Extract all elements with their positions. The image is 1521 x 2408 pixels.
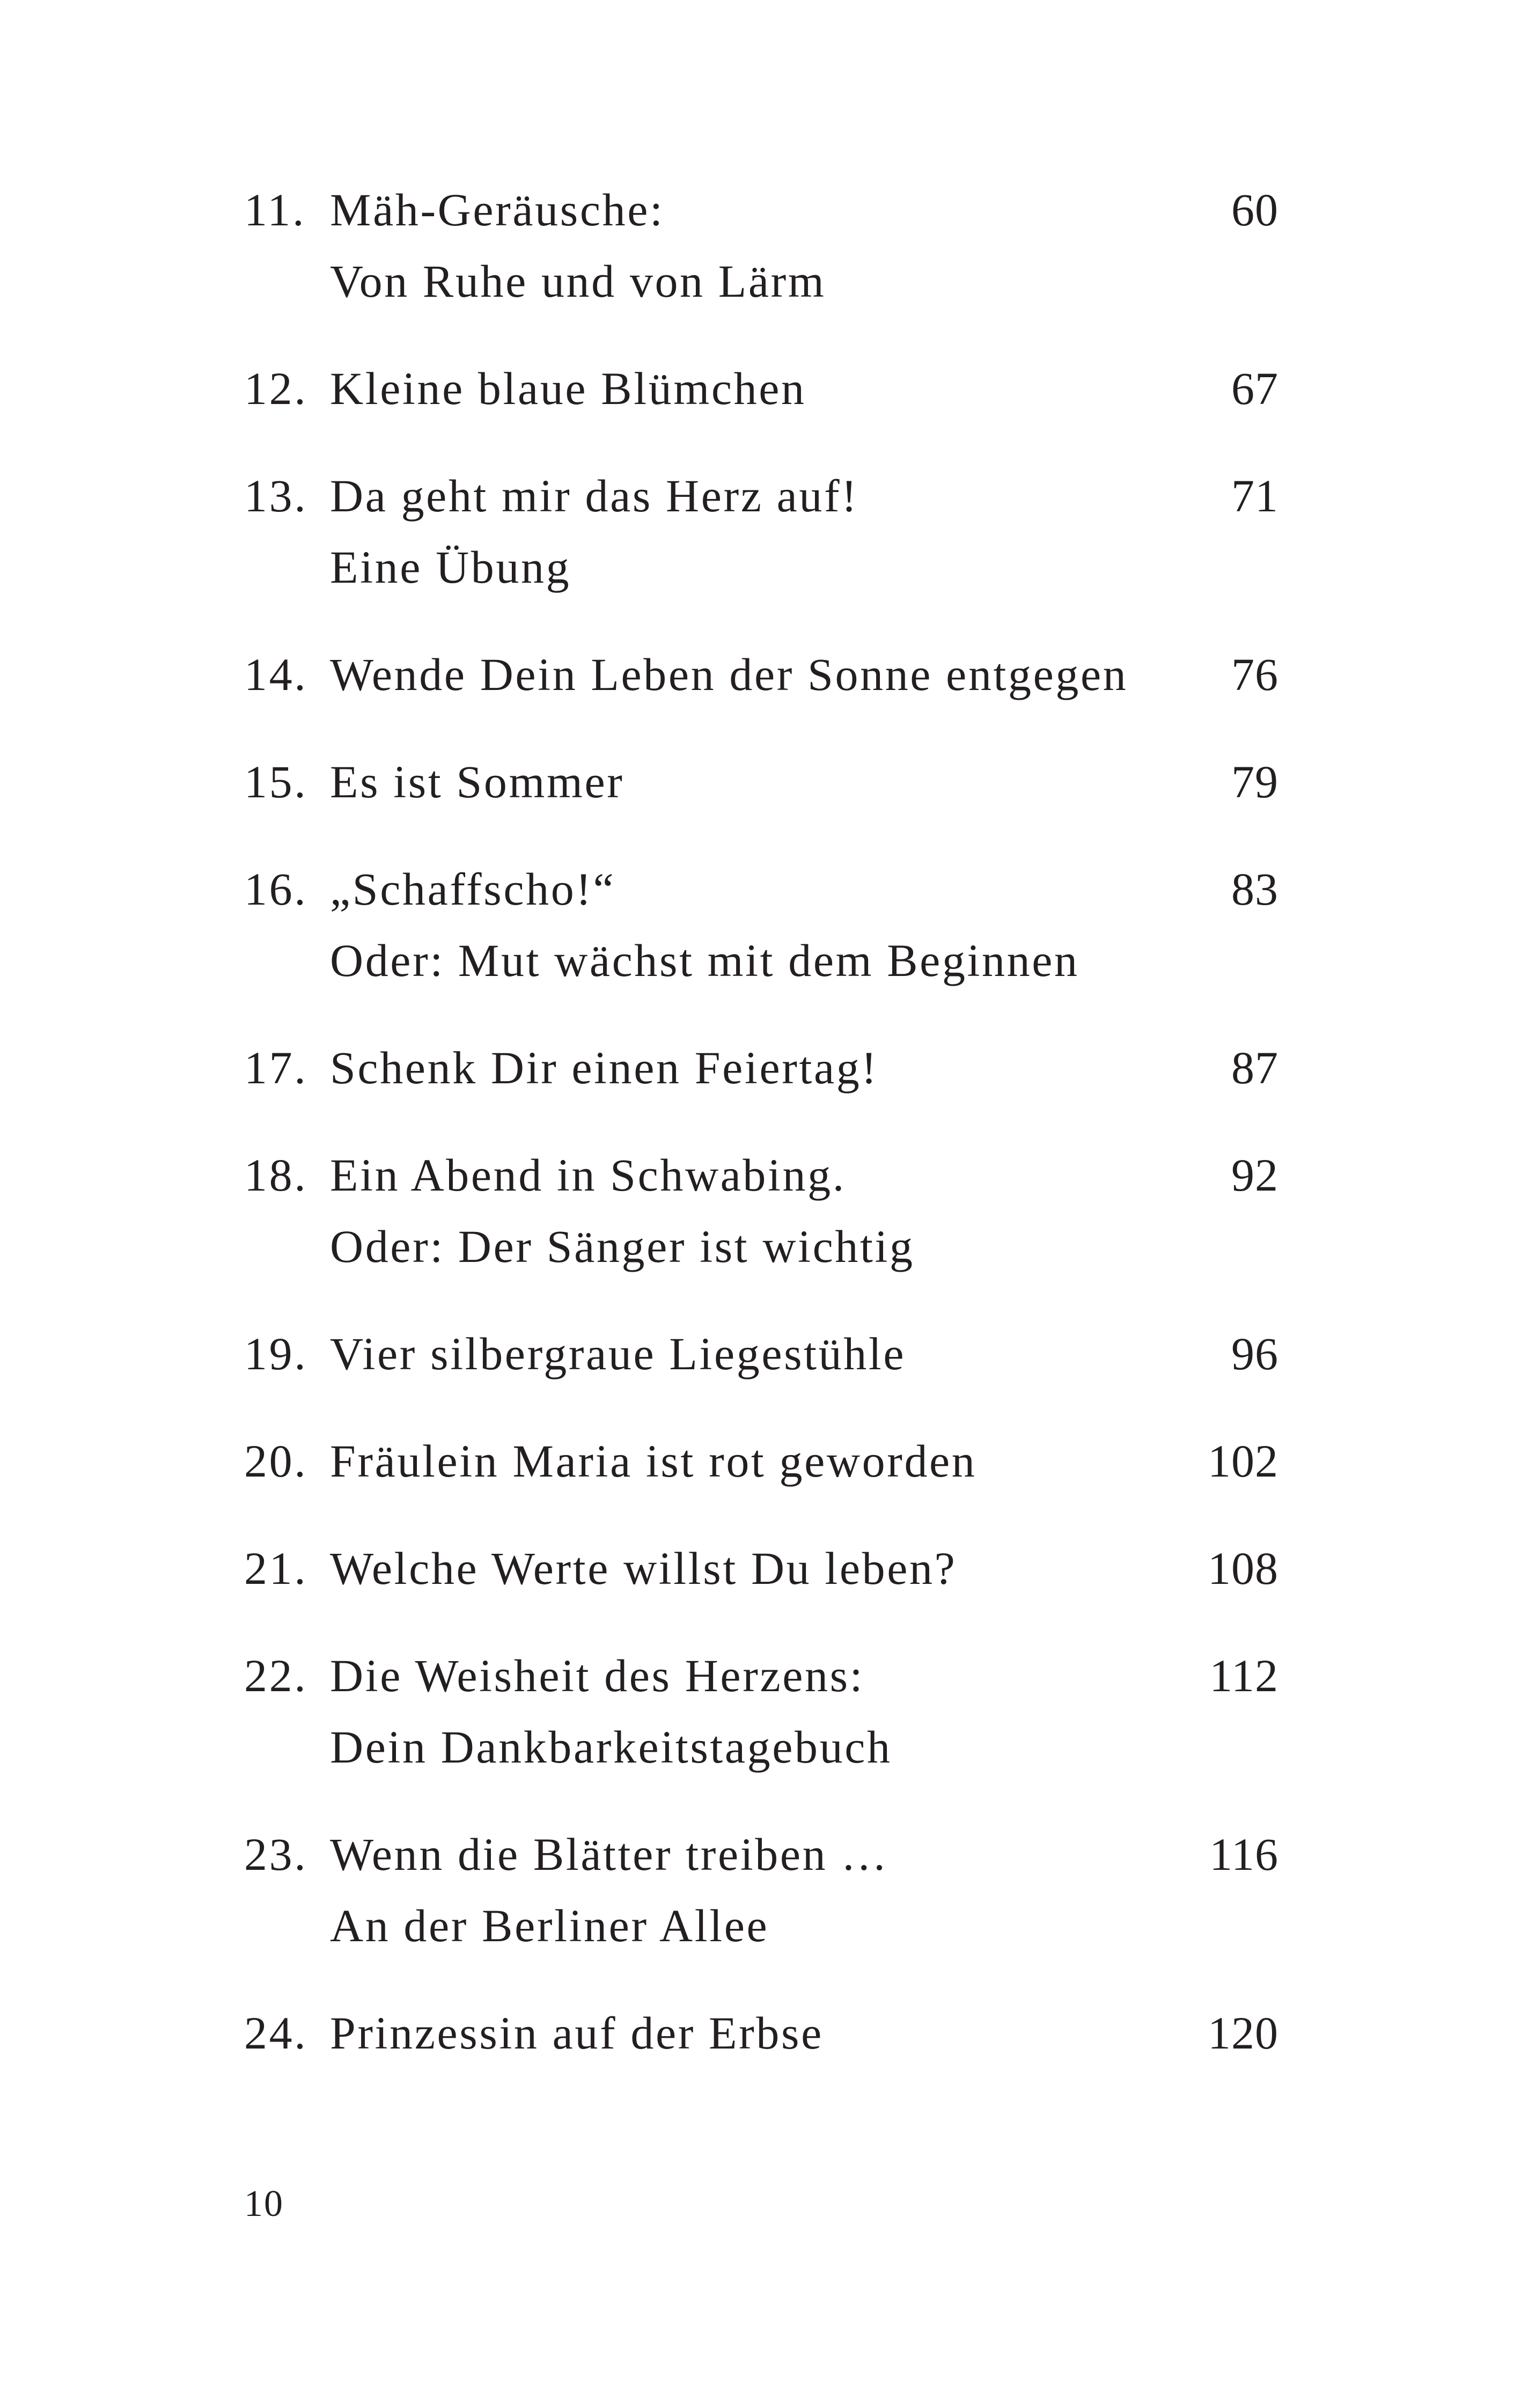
- entry-number: 21.: [244, 1543, 308, 1594]
- entry-number: 13.: [244, 470, 308, 522]
- entry-page-number: 102: [1208, 1435, 1278, 1487]
- entry-title: Schenk Dir einen Feiertag!: [330, 1042, 879, 1093]
- entry-page-number: 87: [1231, 1042, 1278, 1093]
- entry-page-number: 60: [1231, 184, 1278, 236]
- entry-title: Wende Dein Leben der Sonne entgegen: [330, 649, 1128, 700]
- entry-number: 18.: [244, 1149, 308, 1201]
- entry-number: 24.: [244, 2007, 308, 2059]
- entry-number: 22.: [244, 1650, 308, 1701]
- entry-title: Kleine blaue Blümchen: [330, 363, 806, 414]
- entry-title: Da geht mir das Herz auf!: [330, 470, 859, 522]
- entry-page-number: 108: [1208, 1543, 1278, 1594]
- entry-subtitle: Dein Dankbarkeitstagebuch: [330, 1721, 892, 1773]
- entry-title: Es ist Sommer: [330, 756, 624, 807]
- entry-number: 19.: [244, 1328, 308, 1379]
- entry-page-number: 71: [1231, 470, 1278, 522]
- entry-number: 17.: [244, 1042, 308, 1093]
- entry-title: Wenn die Blätter treiben …: [330, 1829, 889, 1880]
- entry-subtitle: Oder: Mut wächst mit dem Beginnen: [330, 935, 1079, 986]
- entry-page-number: 92: [1231, 1149, 1278, 1201]
- entry-subtitle: Oder: Der Sänger ist wichtig: [330, 1221, 915, 1272]
- entry-number: 20.: [244, 1435, 308, 1487]
- entry-number: 16.: [244, 863, 308, 915]
- entry-title: Prinzessin auf der Erbse: [330, 2007, 824, 2059]
- entry-title: Fräulein Maria ist rot geworden: [330, 1435, 977, 1487]
- entry-number: 14.: [244, 649, 308, 700]
- entry-subtitle: An der Berliner Allee: [330, 1900, 769, 1951]
- entry-page-number: 67: [1231, 363, 1278, 414]
- entry-number: 23.: [244, 1829, 308, 1880]
- entry-page-number: 79: [1231, 756, 1278, 807]
- entry-page-number: 120: [1208, 2007, 1278, 2059]
- entry-page-number: 76: [1231, 649, 1278, 700]
- entry-title: „Schaffscho!“: [330, 863, 616, 915]
- entry-title: Mäh-Geräusche:: [330, 184, 665, 236]
- page-folio: 10: [244, 2183, 284, 2225]
- entry-page-number: 96: [1231, 1328, 1278, 1379]
- entry-number: 15.: [244, 756, 308, 807]
- entry-title: Vier silbergraue Liegestühle: [330, 1328, 906, 1379]
- entry-title: Die Weisheit des Herzens:: [330, 1650, 865, 1701]
- entry-page-number: 112: [1209, 1650, 1278, 1701]
- entry-title: Welche Werte willst Du leben?: [330, 1543, 957, 1594]
- entry-subtitle: Von Ruhe und von Lärm: [330, 255, 826, 307]
- entry-page-number: 83: [1231, 863, 1278, 915]
- entry-subtitle: Eine Übung: [330, 541, 571, 593]
- entry-number: 12.: [244, 363, 308, 414]
- entry-page-number: 116: [1209, 1829, 1278, 1880]
- entry-title: Ein Abend in Schwabing.: [330, 1149, 846, 1201]
- entry-number: 11.: [244, 184, 306, 236]
